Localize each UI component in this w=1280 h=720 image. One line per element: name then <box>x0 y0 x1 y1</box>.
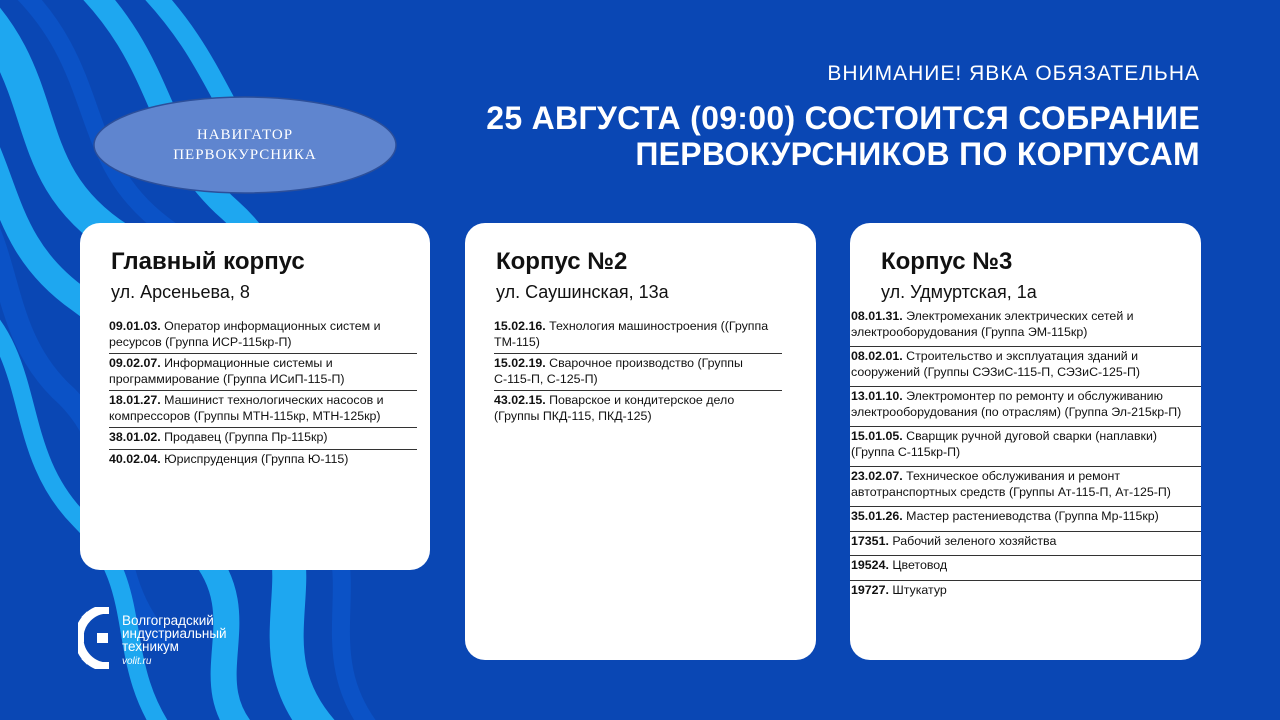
card-building-3 <box>850 223 1201 660</box>
card-address: ул. Арсеньева, 8 <box>111 282 250 302</box>
specialty-text: Информационные системы и программирование (Группа ИСиП-115-П) <box>109 356 345 386</box>
specialty-text: Мастер растениеводства (Группа Мр-115кр) <box>902 509 1159 523</box>
headline <box>486 62 1200 172</box>
specialty-text: Техническое обслуживания и ремонт автотранспортных средств (Группы Ат-115-П, Ат-125-П) <box>851 469 1171 499</box>
specialty-list <box>109 317 417 470</box>
list-item <box>109 428 417 450</box>
card-title: Корпус №2 <box>496 248 628 275</box>
specialty-code: 35.01.26. <box>851 509 903 523</box>
badge-line2: ПЕРВОКУРСНИКА <box>173 147 317 163</box>
specialty-code: 09.02.07. <box>109 356 161 370</box>
meeting-title-line2: ПЕРВОКУРСНИКОВ ПО КОРПУСАМ <box>635 136 1200 172</box>
specialty-text: Электромеханик электрических сетей и электрооборудования (Группа ЭМ-115кр) <box>851 309 1134 339</box>
specialty-text: Строительство и эксплуатация зданий и сооружений (Группы СЭЗиС-115-П, СЭЗиС-125-П) <box>851 349 1140 379</box>
specialty-list <box>494 317 782 427</box>
specialty-code: 09.01.03. <box>109 319 161 333</box>
specialty-text: Поварское и кондитерское дело (Группы ПКД-115, ПКД-125) <box>494 393 735 423</box>
specialty-code: 08.02.01. <box>851 349 903 363</box>
specialty-text: Сварочное производство (Группы С-115-П, С-125-П) <box>494 356 743 386</box>
list-item <box>109 354 417 391</box>
card-title: Главный корпус <box>111 248 305 275</box>
badge-line1: НАВИГАТОР <box>196 127 294 143</box>
list-item <box>850 532 1201 557</box>
list-item <box>850 307 1201 347</box>
gear-icon <box>78 607 112 669</box>
list-item <box>850 427 1201 467</box>
list-item <box>494 391 782 427</box>
list-item <box>494 354 782 391</box>
card-building-2 <box>465 223 816 660</box>
list-item <box>850 581 1201 605</box>
specialty-code: 15.02.19. <box>494 356 546 370</box>
meeting-title-line1: 25 АВГУСТА (09:00) СОСТОИТСЯ СОБРАНИЕ <box>486 100 1200 136</box>
card-main-building <box>80 223 430 570</box>
logo-line3: техникум <box>122 639 179 654</box>
specialty-text: Сварщик ручной дуговой сварки (наплавки) (Группа С-115кр-П) <box>851 429 1157 459</box>
specialty-text: Цветовод <box>888 558 948 572</box>
specialty-code: 43.02.15. <box>494 393 546 407</box>
specialty-code: 13.01.10. <box>851 389 903 403</box>
list-item <box>109 450 417 471</box>
list-item <box>850 347 1201 387</box>
specialty-text: Штукатур <box>888 582 947 597</box>
list-item <box>109 391 417 428</box>
list-item <box>494 317 782 354</box>
specialty-text: Машинист технологических насосов и компрессоров (Группы МТН-115кр, МТН-125кр) <box>109 393 384 423</box>
logo-line2: индустриальный <box>122 626 227 641</box>
list-item <box>850 387 1201 427</box>
list-item <box>850 467 1201 507</box>
specialty-code: 17351. <box>851 533 889 548</box>
specialty-code: 19524. <box>851 558 889 572</box>
card-title: Корпус №3 <box>881 248 1013 275</box>
list-item <box>850 556 1201 581</box>
specialty-list <box>850 307 1201 604</box>
specialty-code: 23.02.07. <box>851 469 903 483</box>
college-logo[interactable] <box>78 607 278 671</box>
list-item <box>109 317 417 354</box>
specialty-text: Оператор информационных систем и ресурсов (Группа ИСР-115кр-П) <box>109 319 381 349</box>
specialty-text: Рабочий зеленого хозяйства <box>888 533 1057 548</box>
specialty-code: 38.01.02. <box>109 430 161 444</box>
attention-subtitle: ВНИМАНИЕ! ЯВКА ОБЯЗАТЕЛЬНА <box>827 62 1200 85</box>
card-address: ул. Саушинская, 13а <box>496 282 669 302</box>
specialty-code: 40.02.04. <box>109 451 161 466</box>
navigator-badge <box>92 95 398 195</box>
specialty-text: Юриспруденция (Группа Ю-115) <box>160 451 349 466</box>
specialty-code: 18.01.27. <box>109 393 161 407</box>
specialty-text: Технология машиностроения ((Группа ТМ-115) <box>494 319 769 349</box>
list-item <box>850 507 1201 532</box>
specialty-code: 15.02.16. <box>494 319 546 333</box>
logo-line1: Волгоградский <box>122 613 214 628</box>
specialty-text: Электромонтер по ремонту и обслуживанию электрооборудования (по отраслям) (Группа Эл-215кр-П) <box>851 389 1182 419</box>
specialty-code: 15.01.05. <box>851 429 903 443</box>
specialty-code: 19727. <box>851 582 889 597</box>
card-address: ул. Удмуртская, 1а <box>881 282 1037 302</box>
specialty-text: Продавец (Группа Пр-115кр) <box>160 430 328 444</box>
specialty-code: 08.01.31. <box>851 309 903 323</box>
logo-site-link[interactable]: volit.ru <box>122 656 152 667</box>
